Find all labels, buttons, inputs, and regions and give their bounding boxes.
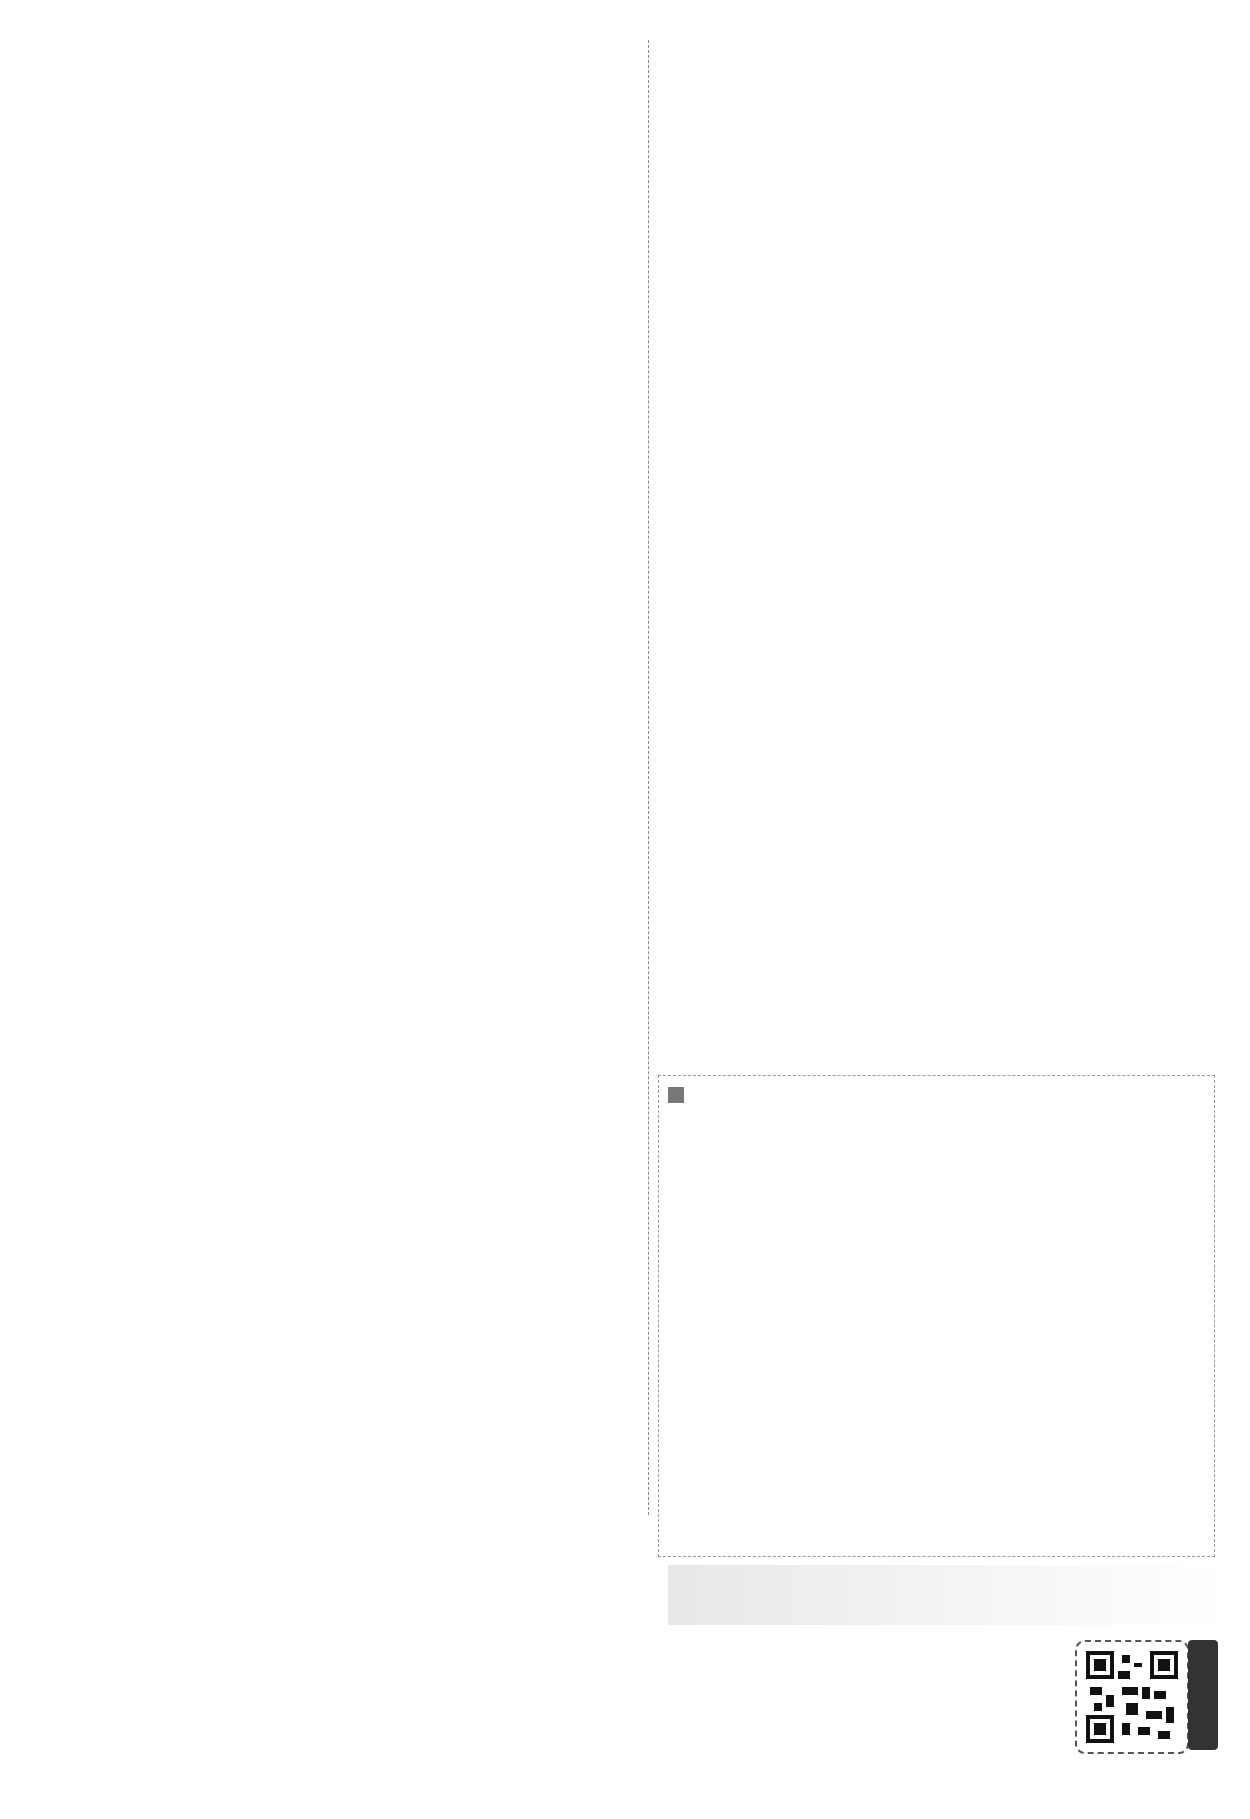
unit-banner xyxy=(668,1565,1223,1625)
qr-label xyxy=(1188,1640,1218,1750)
column-divider xyxy=(648,40,649,1515)
qr-code[interactable] xyxy=(1075,1640,1189,1754)
qr-code-icon xyxy=(1086,1651,1178,1743)
extra-questions-box xyxy=(658,1075,1215,1557)
matching-diagram xyxy=(78,880,558,1070)
extra-title xyxy=(668,1080,690,1108)
extra-title-icon xyxy=(668,1087,684,1103)
